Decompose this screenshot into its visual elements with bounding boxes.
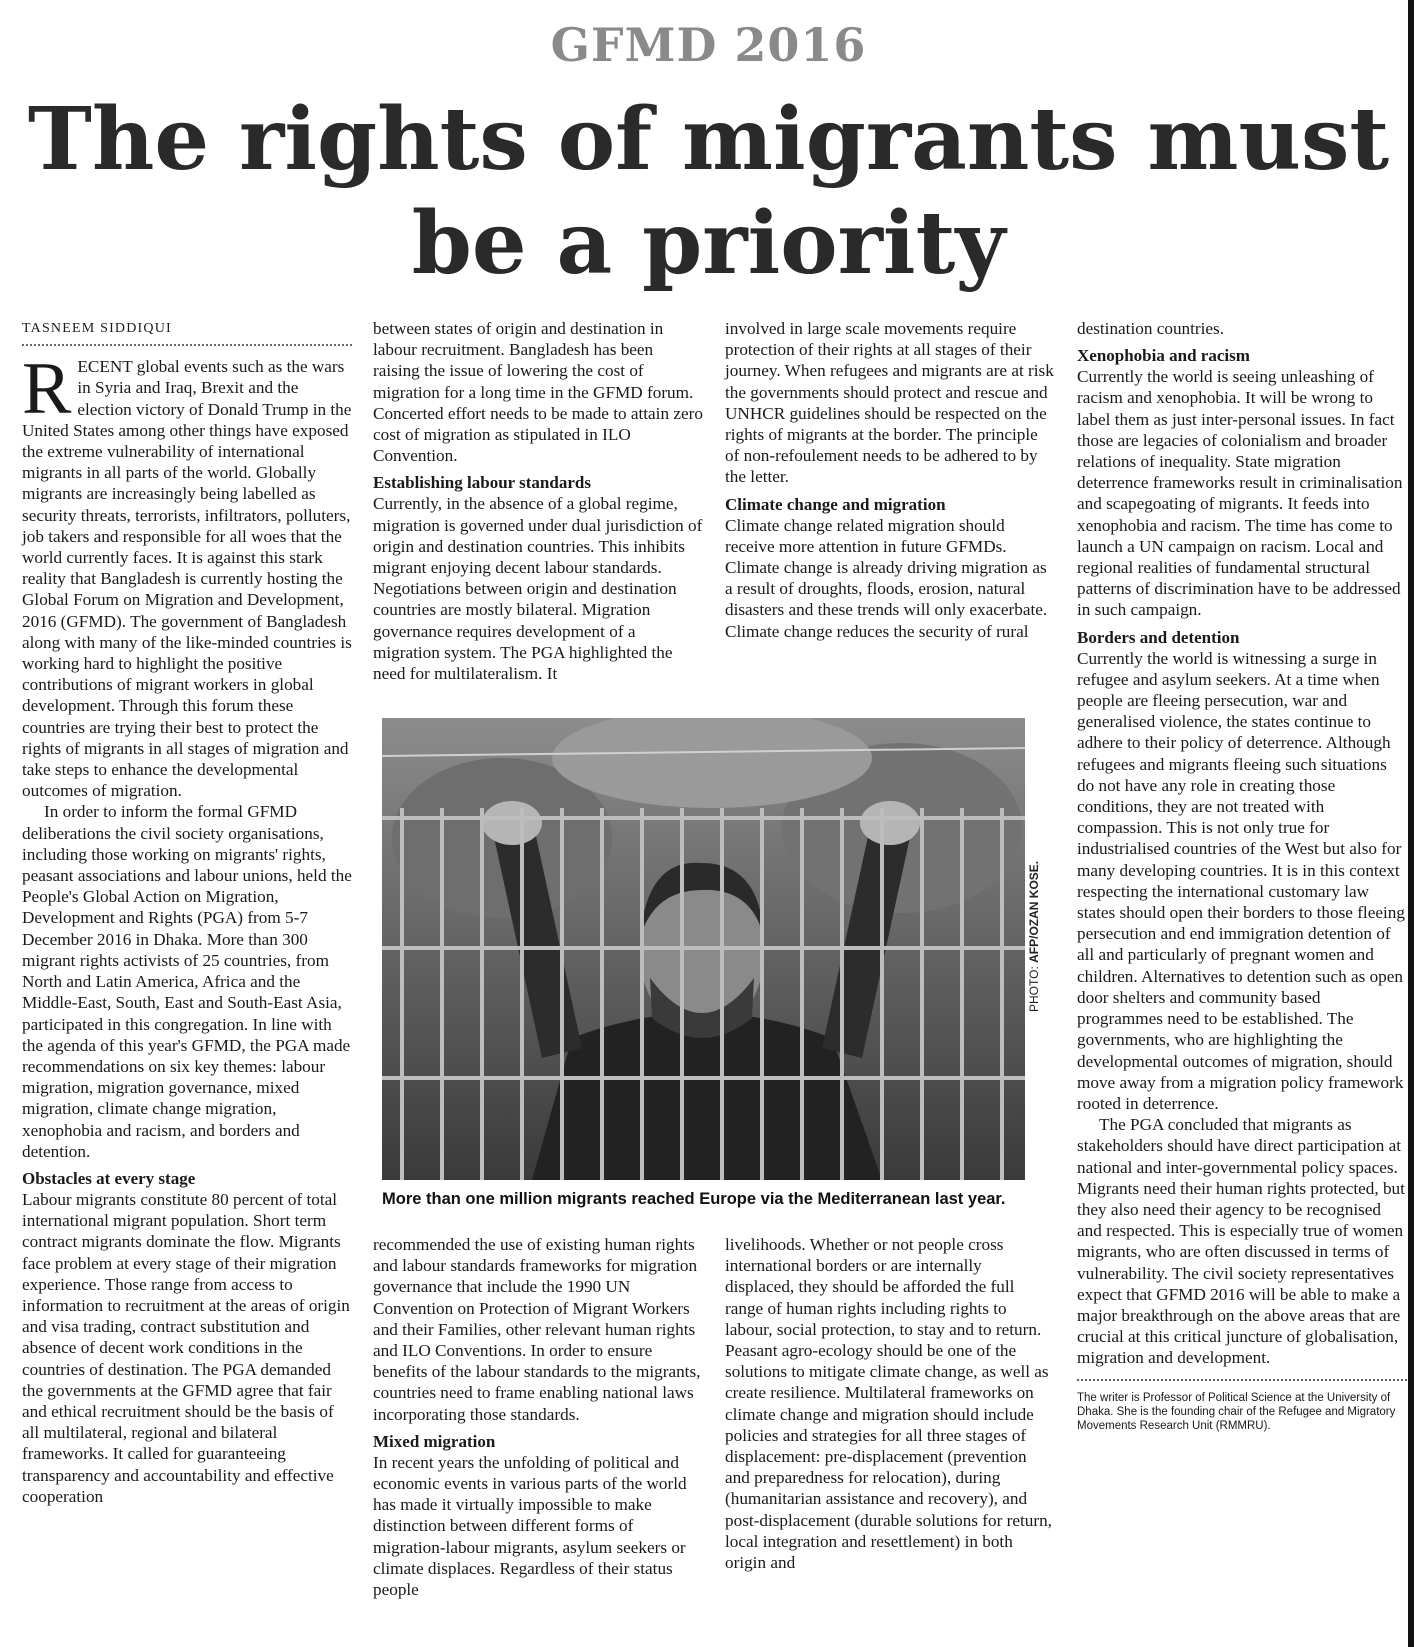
migrant-behind-fence-image (382, 718, 1025, 1180)
column-1 (22, 318, 352, 1507)
drop-cap: R (22, 348, 72, 431)
column-2-top (373, 318, 703, 684)
subheading: Obstacles at every stage (22, 1168, 196, 1188)
paragraph: livelihoods. Whether or not people cross international borders or are internally displaced, they should be afforded the full range of human rights including rights to labour, social protection, to stay and to return. Peasant agro-ecology should be one of the solutions to mitigate climate change, as well as create resilience. Multilateral frameworks on climate change and migration should include policies and strategies for all three stages of displacement: pre-displacement (prevention and preparedness for relocation), during (humanitarian assistance and recovery), and post-displacement (durable solutions for return, local integration and resettlement) in both origin and (725, 1235, 1052, 1573)
subheading: Xenophobia and racism (1077, 346, 1250, 366)
paragraph: recommended the use of existing human rights and labour standards frameworks for migration governance that include the 1990 UN Convention on Protection of Migrant Workers and their Families, other relevant human rights and ILO Conventions. In order to ensure benefits of the labour standards to the migrants, countries need to frame enabling national laws incorporating those standards. (373, 1235, 701, 1424)
news-photo (382, 718, 1025, 1180)
subheading: Borders and detention (1077, 627, 1240, 647)
subheading: Mixed migration (373, 1431, 496, 1451)
section-kicker: GFMD 2016 (550, 18, 867, 72)
paragraph: Climate change related migration should receive more attention in future GFMDs. Climate change is already driving migration as a result of droughts, floods, erosion, natural disasters and these trends will only exacerbate. Climate change reduces the security of rural (725, 515, 1048, 641)
byline: TASNEEM SIDDIQUI (22, 318, 352, 346)
author-note: The writer is Professor of Political Science at the University of Dhaka. She is the founding chair of the Refugee and Migratory Movements Research Unit (RMMRU). (1077, 1379, 1407, 1433)
paragraph: Labour migrants constitute 80 percent of total international migrant population. Short term contract migrants dominate the flow. Migrants face problem at every stage of their migration experience. Those range from access to information to recruitment at the areas of origin and visa trading, contract substitution and absence of decent work conditions in the countries of destination. The PGA demanded the governments at the GFMD agree that fair and ethical recruitment should be the basis of all multilateral, regional and bilateral frameworks. It called for guaranteeing transparency and accountability and effective cooperation (22, 1189, 350, 1506)
subheading: Establishing labour standards (373, 473, 591, 493)
paragraph: The PGA concluded that migrants as stakeholders should have direct participation at national and inter-governmental policy spaces. Migrants need their human rights protected, but they also need their agency to be recognised and respected. This is especially true of women migrants, who are often discussed in terms of vulnerability. The civil society representatives expect that GFMD 2016 will be able to make a major breakthrough on the above areas that are crucial at this critical juncture of globalisation, migration and development. (1077, 1115, 1405, 1368)
page-edge-rule (1408, 0, 1414, 1647)
paragraph: Currently the world is witnessing a surge in refugee and asylum seekers. At a time when people are fleeing persecution, war and generalised violence, the states continue to adhere to their policy of deterrence. Although refugees and migrants fleeing such situations do not have any role in creating those conditions, they are not treated with compassion. This is not only true for industrialised countries of the West but also for many developing countries. It is in this context respecting the international customary law states should open their borders to those fleeing persecution and end immigration detention of all and particularly of pregnant women and children. Alternatives to detention such as open door shelters and community based programmes need to be established. The governments, who are highlighting the developmental outcomes of migration, should move away from a migration policy framework rooted in deterrence. (1077, 648, 1405, 1113)
paragraph: destination countries. (1077, 319, 1225, 338)
paragraph: RECENT global events such as the wars in Syria and Iraq, Brexit and the election victory of Donald Trump in the United States among other things have exposed the extreme vulnerability of international migrants in all parts of the world. Globally migrants are increasingly being labelled as security threats, terrorists, infiltrators, polluters, job takers and responsible for all woes that the world currently faces. It is against this stark reality that Bangladesh is currently hosting the Global Forum on Migration and Development, 2016 (GFMD). The government of Bangladesh along with many of the like-minded countries is working hard to highlight the positive contributions of migrant workers in global development. Through this forum these countries are trying their best to protect the rights of migrants in all stages of migration and take steps to enhance the developmental outcomes of migration. (22, 348, 352, 801)
paragraph: between states of origin and destination in labour recruitment. Bangladesh has been raising the issue of lowering the cost of migration for a long time in the GFMD forum. Concerted effort needs to be made to attain zero cost of migration as stipulated in ILO Convention. (373, 319, 703, 466)
paragraph: Currently the world is seeing unleashing of racism and xenophobia. It will be wrong to label them as just inter-personal issues. In fact those are legacies of colonialism and broader relations of inequality. State migration deterrence frameworks result in criminalisation and scapegoating of migrants. It feeds into xenophobia and racism. The time has come to launch a UN campaign on racism. Local and regional realities of fundamental structural patterns of discrimination have to be addressed in such campaign. (1077, 367, 1403, 620)
paragraph: Currently, in the absence of a global regime, migration is governed under dual jurisdiction of origin and destination countries. This inhibits migrant enjoying decent labour standards. Negotiations between origin and destination countries are mostly bilateral. Migration governance requires development of a migration system. The PGA highlighted the need for multilateralism. It (373, 494, 703, 684)
headline: The rights of migrants must be a priority (27, 89, 1390, 294)
paragraph: In recent years the unfolding of political and economic events in various parts of the world has made it virtually impossible to make distinction between different forms of migration-labour migrants, asylum seekers or climate displaces. Regardless of their status people (373, 1452, 687, 1600)
column-3-bottom (725, 1234, 1055, 1573)
paragraph: In order to inform the formal GFMD deliberations the civil society organisations, including those working on migrants' rights, peasant associations and labour unions, held the People's Global Action on Migration, Development and Rights (PGA) from 5-7 December 2016 in Dhaka. More than 300 migrant rights activists of 25 countries, from North and Latin America, Africa and the Middle-East, South, East and South-East Asia, participated in this congregation. In line with the agenda of this year's GFMD, the PGA made recommendations on six key themes: labour migration, migration governance, mixed migration, climate change migration, xenophobia and racism, and borders and detention. (22, 802, 352, 1161)
photo-credit: PHOTO: AFP/OZAN KOSE. (1027, 860, 1041, 1012)
column-3-top (725, 318, 1055, 642)
column-2-bottom (373, 1234, 703, 1600)
photo-caption: More than one million migrants reached Europe via the Mediterranean last year. (382, 1190, 1006, 1208)
paragraph: involved in large scale movements require protection of their rights at all stages of their journey. When refugees and migrants are at risk the governments should protect and rescue and UNHCR guidelines should be respected on the rights of migrants at the border. The principle of non-refoulement needs to be adhered to by the letter. (725, 319, 1054, 487)
subheading: Climate change and migration (725, 494, 946, 514)
column-4 (1077, 318, 1407, 1433)
